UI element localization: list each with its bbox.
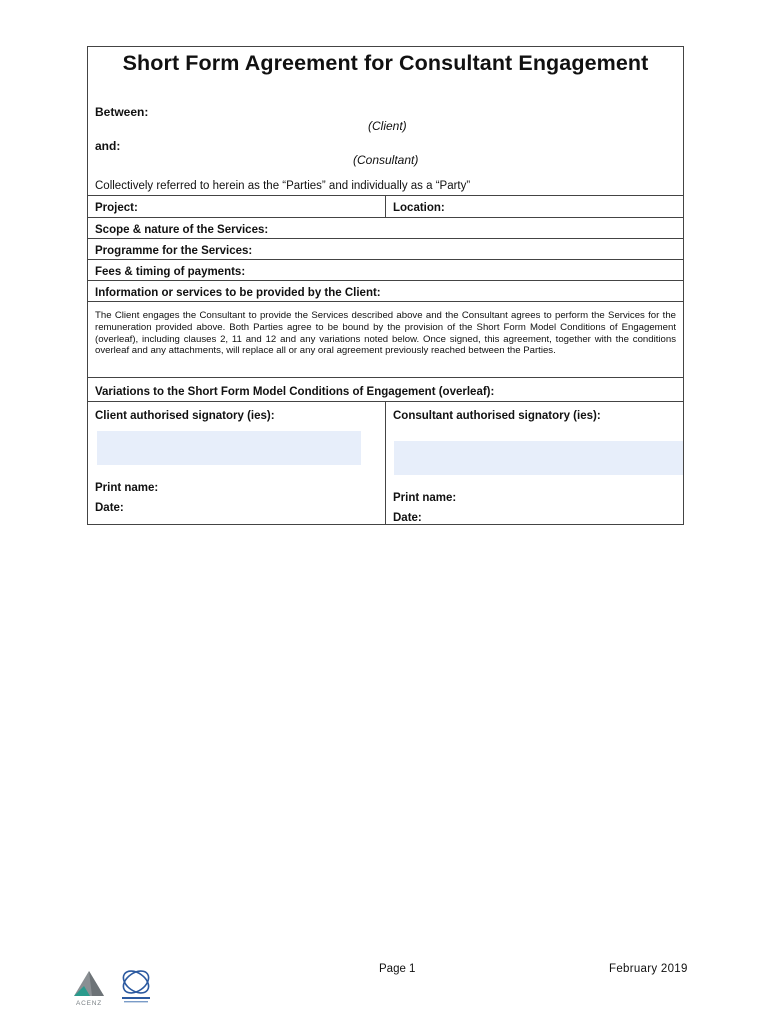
page-number: Page 1 (379, 963, 416, 975)
engineering-nz-logo-icon (116, 968, 156, 1008)
client-date-label: Date: (95, 502, 124, 514)
client-signature-box[interactable] (97, 431, 361, 465)
acenz-logo-text: ACENZ (75, 1000, 103, 1007)
client-signatory-label: Client authorised signatory (ies): (95, 410, 275, 422)
consultant-signatory-cell (386, 402, 683, 524)
collective-text: Collectively referred to herein as the “Parties” and individually as a “Party” (95, 180, 471, 192)
location-field[interactable]: Location: (393, 202, 445, 214)
parties-section (88, 85, 683, 195)
client-role-label: (Client) (368, 119, 407, 133)
and-label: and: (95, 139, 121, 153)
consultant-print-name-label: Print name: (393, 492, 457, 504)
engagement-paragraph: The Client engages the Consultant to provide the Services described above and the Consultant agrees to perform the Services for the remuneration provided above. Both Parties agree to be bound by the provision of the Short Form Model Conditions of Engagement (overleaf), including clauses 2, 11 and 12 and any variations noted below. Once signed, this agreement, together with the conditions overleaf and any attachments, will replace all or any oral agreement previously reached between the Parties. (88, 301, 683, 377)
footer-date: February 2019 (609, 963, 688, 975)
acenz-logo-icon (70, 968, 108, 1008)
programme-field[interactable]: Programme for the Services: (88, 238, 683, 259)
fees-field[interactable]: Fees & timing of payments: (88, 259, 683, 280)
project-location-row (88, 195, 683, 217)
scope-field[interactable]: Scope & nature of the Services: (88, 217, 683, 238)
consultant-signature-box[interactable] (394, 441, 683, 475)
agreement-form (87, 46, 684, 525)
project-field[interactable]: Project: (88, 196, 386, 217)
consultant-date-label: Date: (393, 512, 422, 524)
client-signatory-cell (88, 402, 386, 524)
between-label: Between: (95, 105, 149, 119)
document-title: Short Form Agreement for Consultant Engagement (122, 51, 649, 75)
signatory-row (88, 401, 683, 524)
client-print-name-label: Print name: (95, 482, 159, 494)
client-info-field[interactable]: Information or services to be provided by the Client: (88, 280, 683, 301)
consultant-role-label: (Consultant) (353, 153, 419, 167)
consultant-signatory-label: Consultant authorised signatory (ies): (393, 410, 601, 422)
variations-field[interactable]: Variations to the Short Form Model Conditions of Engagement (overleaf): (88, 377, 683, 401)
